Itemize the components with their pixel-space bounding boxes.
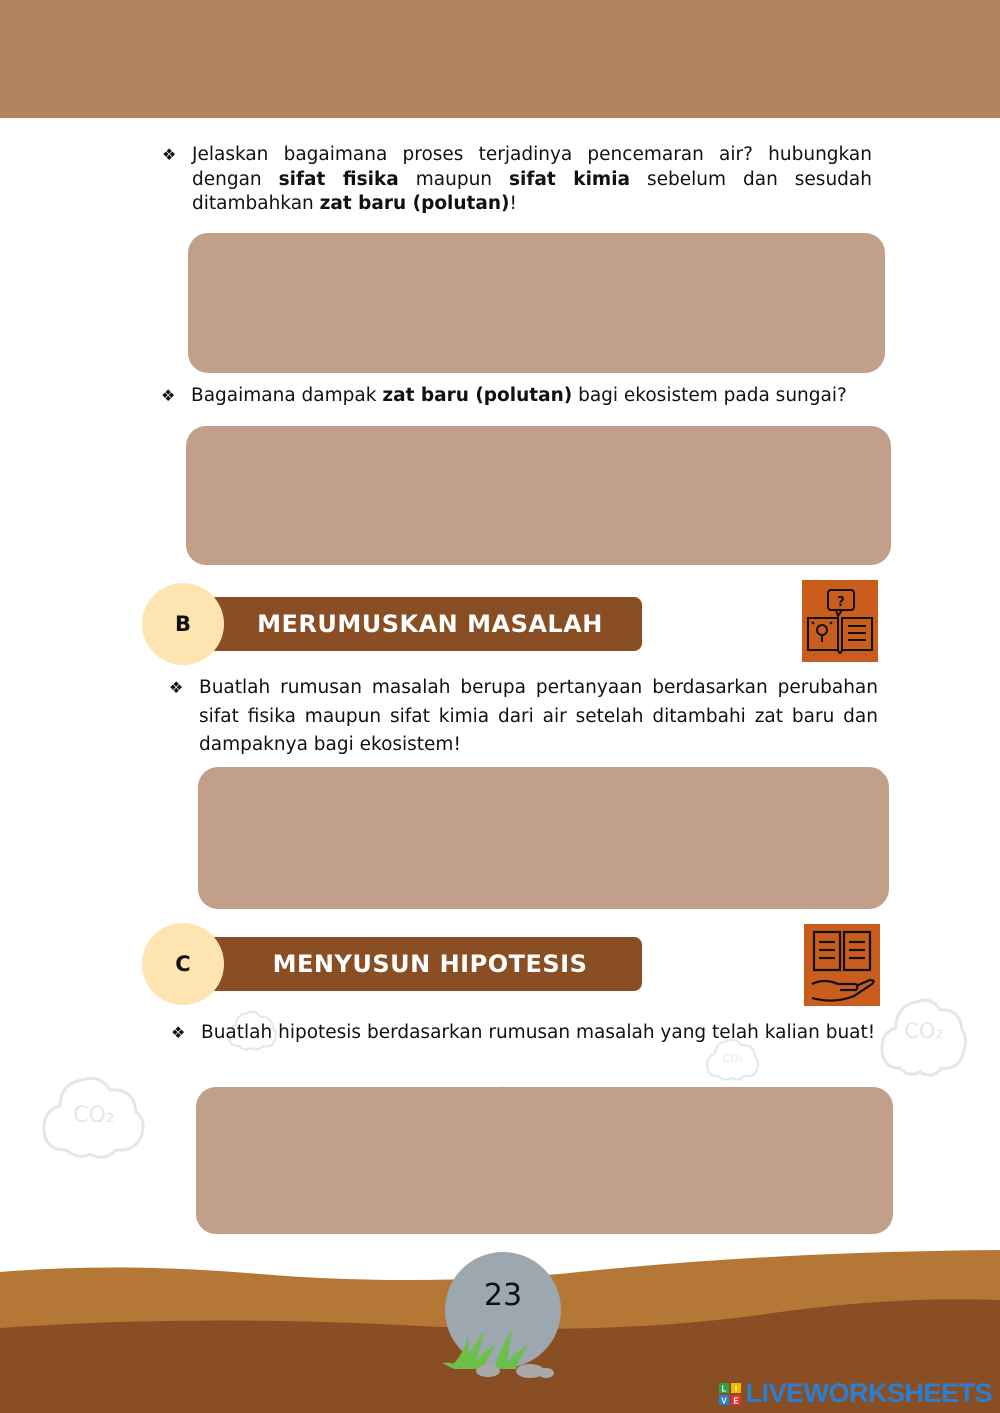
question-4: ❖ Buatlah hipotesis berdasarkan rumusan masalah yang telah kalian buat!	[201, 1019, 879, 1048]
bullet-icon: ❖	[171, 1023, 186, 1042]
answer-box-1[interactable]	[188, 233, 885, 373]
top-band	[0, 0, 1000, 118]
liveworksheets-brand	[719, 1378, 992, 1409]
bullet-icon: ❖	[169, 678, 184, 697]
section-c-title: MENYUSUN HIPOTESIS	[272, 950, 588, 978]
section-b-title-bar	[198, 597, 642, 651]
section-b-title: MERUMUSKAN MASALAH	[257, 610, 603, 638]
section-c-title-bar	[198, 937, 642, 991]
question-3: ❖ Buatlah rumusan masalah berupa pertanyaan berdasarkan perubahan sifat fisika maupun sifat kimia dari air setelah ditambahi zat baru dan dampaknya bagi ekosistem!	[199, 674, 878, 760]
liveworksheets-logo-icon	[719, 1383, 741, 1405]
answer-box-4[interactable]	[196, 1087, 893, 1234]
book-question-icon	[802, 580, 878, 662]
svg-text:?: ?	[837, 595, 845, 610]
book-hand-icon	[804, 924, 880, 1006]
logo-letter: V	[721, 1396, 728, 1405]
logo-letter: I	[735, 1384, 738, 1393]
co2-label: CO₂	[722, 1052, 744, 1065]
bullet-icon: ❖	[162, 145, 177, 164]
logo-letter: E	[733, 1396, 740, 1405]
answer-box-2[interactable]	[186, 426, 891, 565]
section-b-badge: B	[142, 583, 224, 665]
question-2: ❖ Bagaimana dampak zat baru (polutan) bagi ekosistem pada sungai?	[191, 384, 891, 409]
logo-letter: L	[722, 1384, 727, 1393]
co2-cloud-icon	[38, 1066, 150, 1164]
section-c-badge: C	[142, 923, 224, 1005]
bullet-icon: ❖	[161, 386, 176, 405]
co2-cloud-icon	[878, 986, 968, 1082]
answer-box-3[interactable]	[198, 767, 889, 909]
liveworksheets-wordmark: LIVEWORKSHEETS	[745, 1378, 992, 1408]
question-1: ❖ Jelaskan bagaimana proses terjadinya pencemaran air? hubungkan dengan sifat fisika maupun sifat kimia sebelum dan sesudah ditambahkan zat baru (polutan)!	[162, 144, 872, 214]
co2-label: CO₂	[904, 1019, 944, 1043]
grass-icon	[440, 1315, 564, 1381]
page-number: 23	[445, 1252, 561, 1368]
co2-label: CO₂	[73, 1103, 115, 1128]
